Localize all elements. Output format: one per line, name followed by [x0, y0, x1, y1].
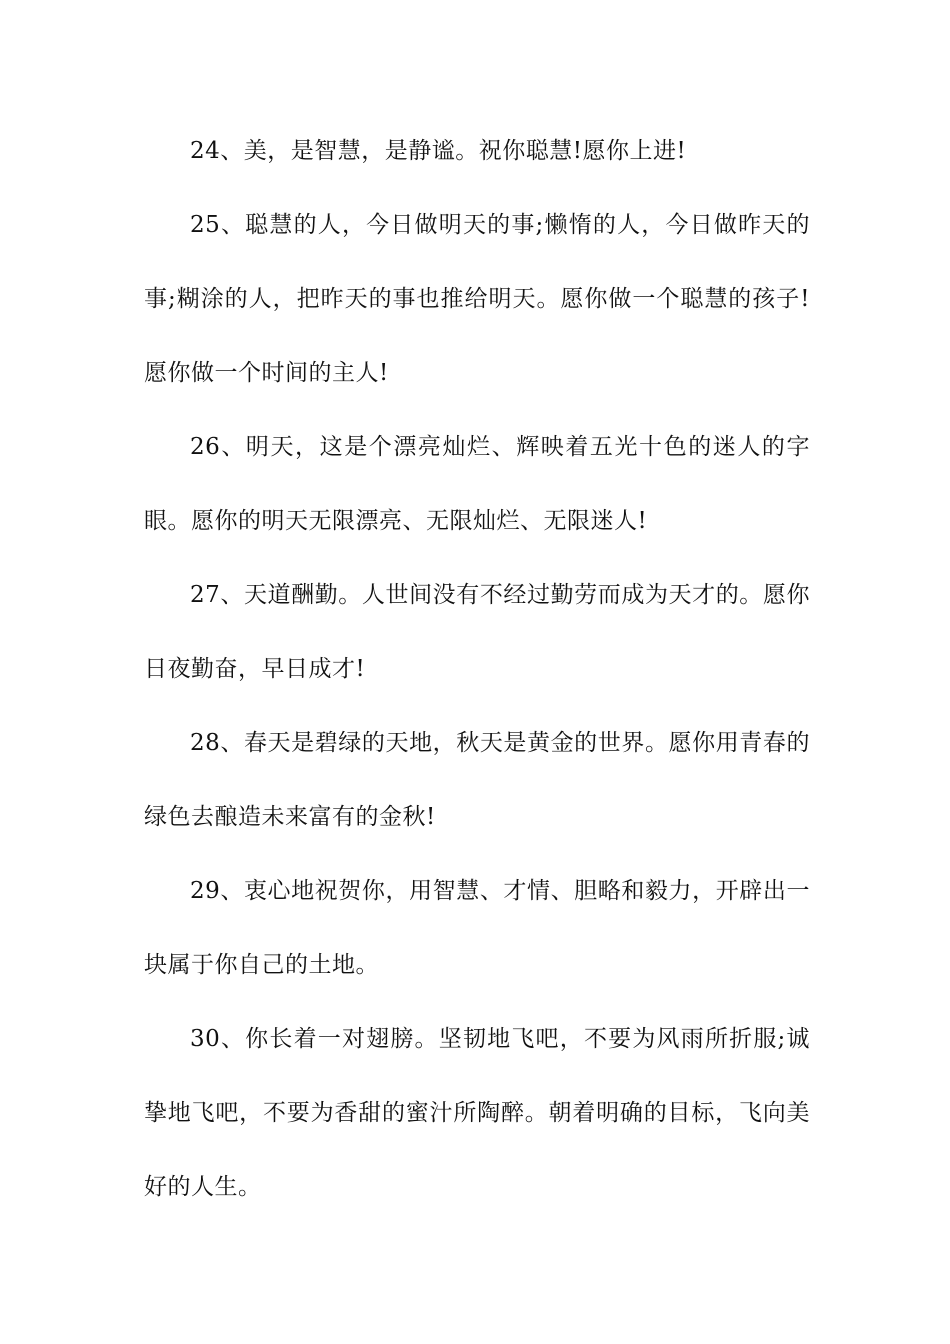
paragraph-27: 27、天道酬勤。人世间没有不经过勤劳而成为天才的。愿你日夜勤奋，早日成才!	[144, 582, 810, 682]
paragraph-29: 29、衷心地祝贺你，用智慧、才情、胆略和毅力，开辟出一块属于你自己的土地。	[144, 878, 810, 978]
paragraph-26: 26、明天，这是个漂亮灿烂、辉映着五光十色的迷人的字眼。愿你的明天无限漂亮、无限灿烂、无限迷人!	[144, 434, 810, 534]
paragraph-28: 28、春天是碧绿的天地，秋天是黄金的世界。愿你用青春的绿色去酿造未来富有的金秋!	[144, 730, 810, 830]
paragraph-24: 24、美，是智慧，是静谧。祝你聪慧!愿你上进!	[190, 138, 687, 164]
paragraph-30: 30、你长着一对翅膀。坚韧地飞吧，不要为风雨所折服;诚挚地飞吧，不要为香甜的蜜汁所陶醉。朝着明确的目标，飞向美好的人生。	[144, 1026, 810, 1200]
paragraph-25: 25、聪慧的人，今日做明天的事;懒惰的人，今日做昨天的事;糊涂的人，把昨天的事也推给明天。愿你做一个聪慧的孩子!愿你做一个时间的主人!	[144, 212, 810, 386]
